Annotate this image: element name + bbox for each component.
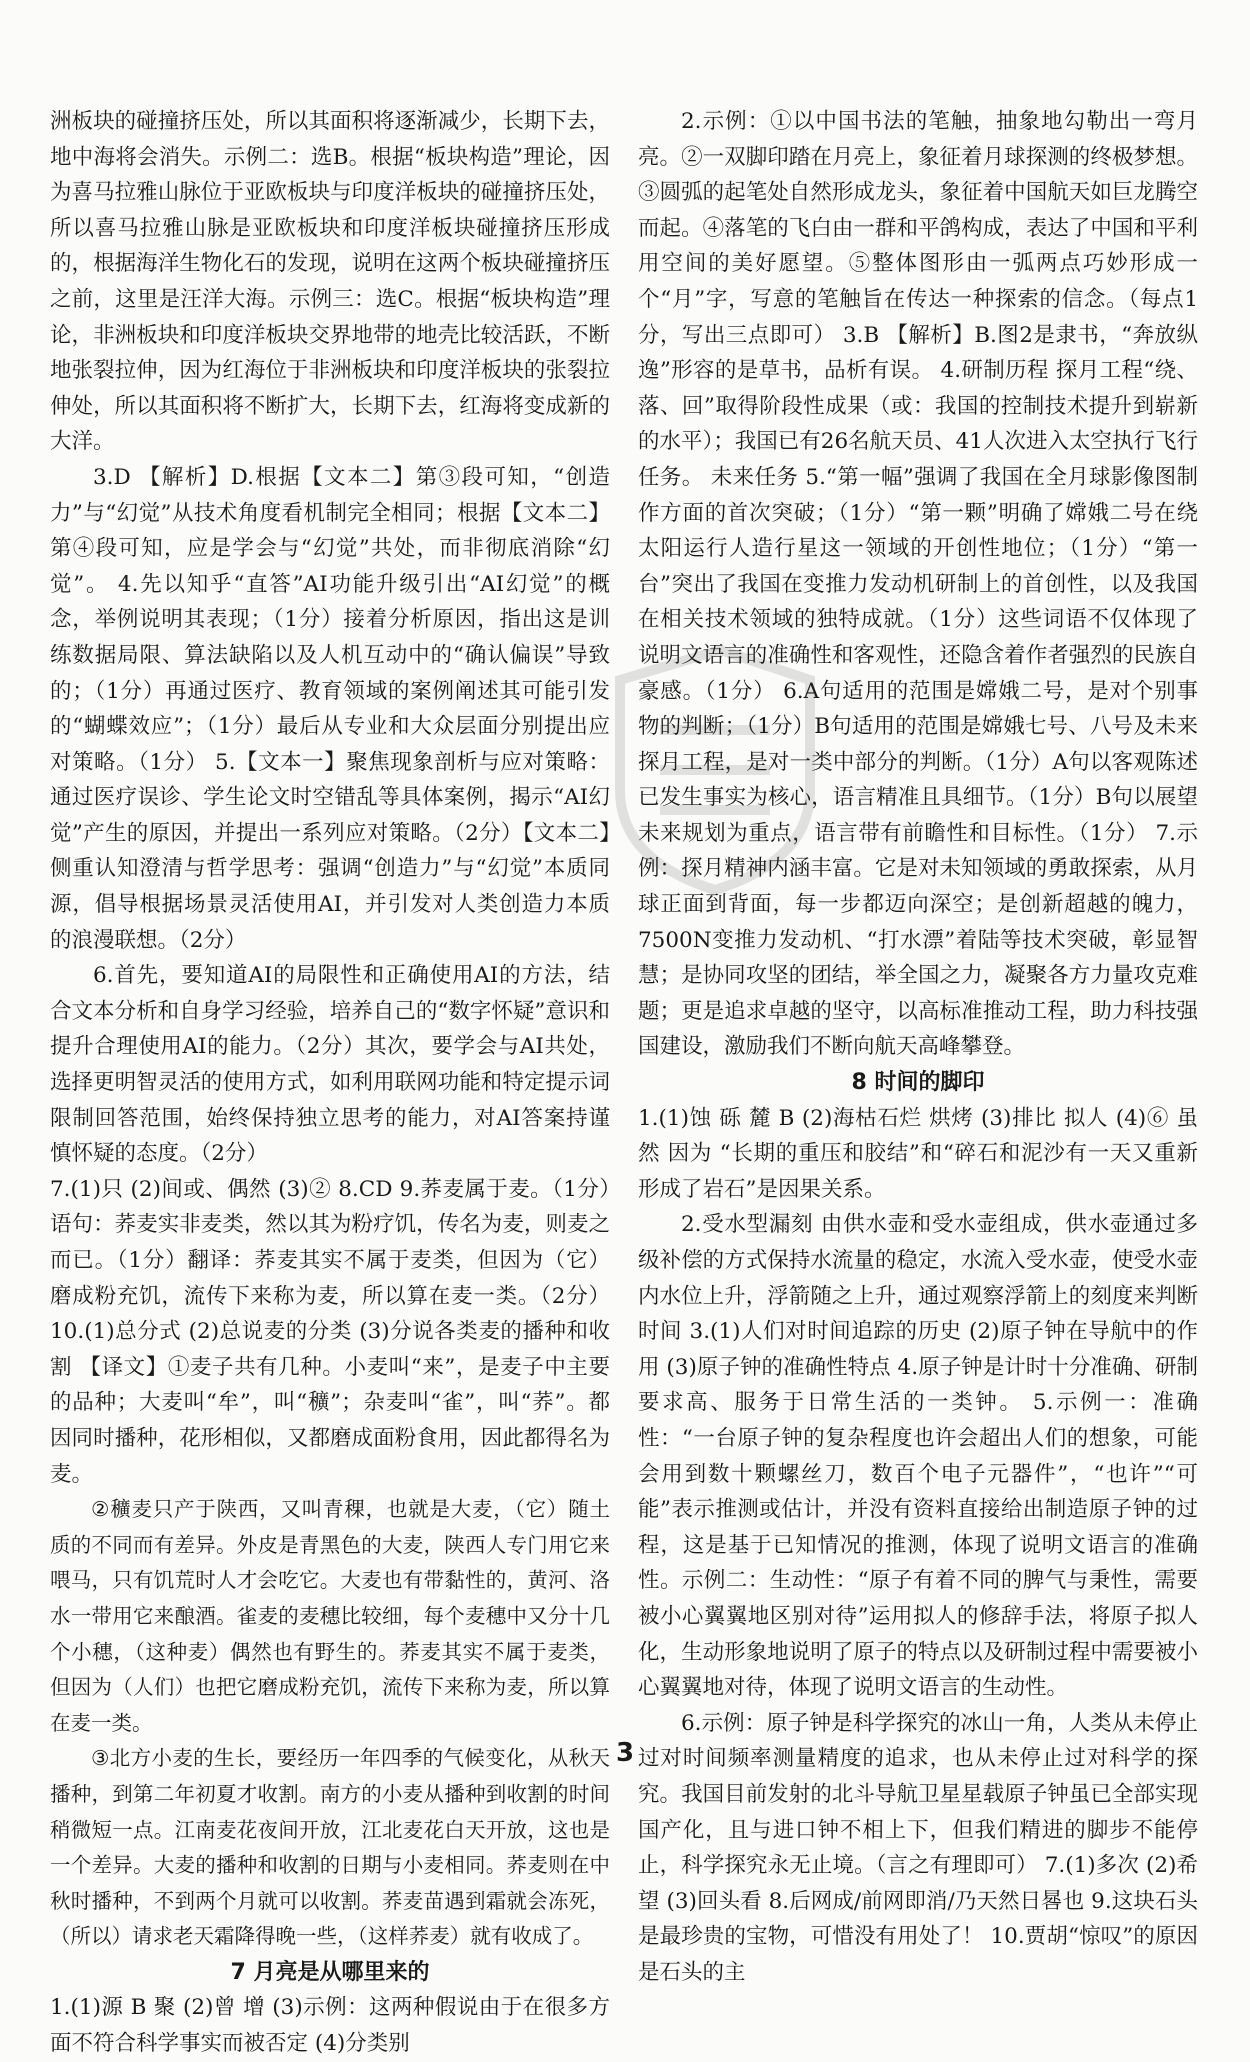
left-paragraph-2: 3.D 【解析】D.根据【文本二】第③段可知，“创造力”与“幻觉”从技术角度看机制完全相同；根据【文本二】第④段可知，应是学会与“幻觉”共处，而非彻底消除“幻觉”。 4.先以知乎“直答”AI功能升级引出“AI幻觉”的概念，举例说明其表现；（1分）接着分析原因，指出这是训练数据局限、算法缺陷以及人机互动中的“确认偏误”导致的；（1分）再通过医疗、教育领域的案例阐述其可能引发的“蝴蝶效应”；（1分）最后从专业和大众层面分别提出应对策略。（1分） 5.【文本一】聚焦现象剖析与应对策略：通过医疗误诊、学生论文时空错乱等具体案例，揭示“AI幻觉”产生的原因，并提出一系列应对策略。（2分）【文本二】侧重认知澄清与哲学思考：强调“创造力”与“幻觉”本质同源，倡导根据场景灵活使用AI，并引发对人类创造力本质的浪漫联想。（2分） xyxy=(50,464,610,953)
section-7-title: 7 月亮是从哪里来的 xyxy=(230,1959,430,1985)
right-paragraph-1: 2.示例：①以中国书法的笔触，抽象地勾勒出一弯月亮。②一双脚印踏在月亮上，象征着月球探测的终极梦想。③圆弧的起笔处自然形成龙头，象征着中国航天如巨龙腾空而起。④落笔的飞白由一群和平鸽构成，表达了中国和平利用空间的美好愿望。⑤整体图形由一弧两点巧妙形成一个“月”字，写意的笔触旨在传达一种探索的信念。（每点1分，写出三点即可） 3.B 【解析】B.图2是隶书，“奔放纵逸”形容的是草书，品析有误。 4.研制历程 探月工程“绕、落、回”取得阶段性成果（或：我国的控制技术提升到崭新的水平）；我国已有26名航天员、41人次进入太空执行飞行任务。 未来任务 5.“第一幅”强调了我国在全月球影像图制作方面的首次突破；（1分）“第一颗”明确了嫦娥二号在绕太阳运行人造行星这一领域的开创性地位；（1分）“第一台”突出了我国在变推力发动机研制上的首创性，以及我国在相关技术领域的独特成就。（1分）这些词语不仅体现了说明文语言的准确性和客观性，还隐含着作者强烈的民族自豪感。（1分） 6.A句适用的范围是嫦娥二号，是对个别事物的判断；（1分）B句适用的范围是嫦娥七号、八号及未来探月工程，是对一类中部分的判断。（1分）A句以客观陈述已发生事实为核心，语言精准且具细节。（1分）B句以展望未来规划为重点，语言带有前瞻性和目标性。（1分） 7.示例：探月精神内涵丰富。它是对未知领域的勇敢探索，从月球正面到背面，每一步都迈向深空；是创新超越的魄力，7500N变推力发动机、“打水漂”着陆等技术突破，彰显智慧；是协同攻坚的团结，举全国之力，凝聚各方力量攻克难题；更是追求卓越的坚守，以高标准推动工程，助力科技强国建设，激励我们不断向航天高峰攀登。 xyxy=(638,109,1198,1060)
section-8-paragraph-3: 6.示例：原子钟是科学探究的冰山一角，人类从未停止过对时间频率测量精度的追求，也从未停止过对科学的探究。我国目前发射的北斗导航卫星星载原子钟虽已全部实现国产化，且与进口钟不相上下，但我们精进的脚步不能停止，科学探究永无止境。（言之有理即可） 7.(1)多次 (2)希望 (3)回头看 8.后网成/前网即消/乃天然日晷也 9.这块石头是最珍贵的宝物，可惜没有用处了！ 10.贾胡“惊叹”的原因是石头的主 xyxy=(638,1710,1198,1985)
left-column xyxy=(50,104,610,2062)
page-number: 3 xyxy=(615,1738,635,1768)
left-paragraph-4: 7.(1)只 (2)间或、偶然 (3)② 8.CD 9.荞麦属于麦。（1分）语句：荞麦实非麦类，然以其为粉疗饥，传名为麦，则麦之而已。（1分）翻译：荞麦其实不属于麦类，但因为（它）磨成粉充饥，流传下来称为麦，所以算在麦一类。（2分） 10.(1)总分式 (2)总说麦的分类 (3)分说各类麦的播种和收割 【译文】①麦子共有几种。小麦叫“来”，是麦子中主要的品种；大麦叫“牟”，叫“穬”；杂麦叫“雀”，叫“荞”。都因同时播种，花形相似，又都磨成面粉食用，因此都得名为麦。 xyxy=(50,1176,610,1487)
left-paragraph-6: ③北方小麦的生长，要经历一年四季的气候变化，从秋天播种，到第二年初夏才收割。南方的小麦从播种到收割的时间稍微短一点。江南麦花夜间开放，江北麦花白天开放，这也是一个差异。大麦的播种和收割的日期与小麦相同。荞麦则在中秋时播种，不到两个月就可以收割。荞麦苗遇到霜就会冻死，（所以）请求老天霜降得晚一些，（这样荞麦）就有收成了。 xyxy=(50,1746,610,1949)
right-column xyxy=(638,104,1198,1990)
section-8-title: 8 时间的脚印 xyxy=(851,1070,985,1096)
section-8-paragraph-2: 2.受水型漏刻 由供水壶和受水壶组成，供水壶通过多级补偿的方式保持水流量的稳定，水流入受水壶，使受水壶内水位上升，浮箭随之上升，通过观察浮箭上的刻度来判断时间 3.(1)人们对时间追踪的历史 (2)原子钟在导航中的作用 (3)原子钟的准确性特点 4.原子钟是计时十分准确、研制要求高、服务于日常生活的一类钟。 5.示例一：准确性：“一台原子钟的复杂程度也许会超出人们的想象，可能会用到数十颗螺丝刀，数百个电子元器件”，“也许”“可能”表示推测或估计，并没有资料直接给出制造原子钟的过程，这是基于已知情况的推测，体现了说明文语言的准确性。示例二：生动性：“原子有着不同的脾气与秉性，需要被小心翼翼地区别对待”运用拟人的修辞手法，将原子拟人化，生动形象地说明了原子的特点以及研制过程中需要被小心翼翼地对待，体现了说明文语言的生动性。 xyxy=(638,1212,1198,1701)
left-paragraph-1: 洲板块的碰撞挤压处，所以其面积将逐渐减少，长期下去，地中海将会消失。示例二：选B。根据“板块构造”理论，因为喜马拉雅山脉位于亚欧板块与印度洋板块的碰撞挤压处，所以喜马拉雅山脉是亚欧板块和印度洋板块碰撞挤压形成的，根据海洋生物化石的发现，说明在这两个板块碰撞挤压之前，这里是汪洋大海。示例三：选C。根据“板块构造”理论，非洲板块和印度洋板块交界地带的地壳比较活跃，不断地张裂拉伸，因为红海位于非洲板块和印度洋板块的张裂拉伸处，所以其面积将不断扩大，长期下去，红海将变成新的大洋。 xyxy=(50,109,610,455)
section-8-paragraph-1: 1.(1)蚀 砾 麓 B (2)海枯石烂 烘烤 (3)排比 拟人 (4)⑥ 虽然 因为 “长期的重压和胶结”和“碎石和泥沙有一天又重新形成了岩石”是因果关系。 xyxy=(638,1105,1198,1202)
left-paragraph-3: 6.首先，要知道AI的局限性和正确使用AI的方法，结合文本分析和自身学习经验，培养自己的“数字怀疑”意识和提升合理使用AI的能力。（2分）其次，要学会与AI共处，选择更明智灵活的使用方式，如利用联网功能和特定提示词限制回答范围，始终保持独立思考的能力，对AI答案持谨慎怀疑的态度。（2分） xyxy=(50,963,610,1167)
left-paragraph-5: ②穬麦只产于陕西，又叫青稞，也就是大麦，（它）随土质的不同而有差异。外皮是青黑色的大麦，陕西人专门用它来喂马，只有饥荒时人才会吃它。大麦也有带黏性的，黄河、洛水一带用它来酿酒。雀麦的麦穗比较细，每个麦穗中又分十几个小穗，（这种麦）偶然也有野生的。荞麦其实不属于麦类，但因为（人们）也把它磨成粉充饥，流传下来称为麦，所以算在麦一类。 xyxy=(50,1497,610,1735)
section-7-text: 1.(1)源 B 聚 (2)曾 增 (3)示例：这两种假说由于在很多方面不符合科学事实而被否定 (4)分类别 xyxy=(50,1995,610,2057)
